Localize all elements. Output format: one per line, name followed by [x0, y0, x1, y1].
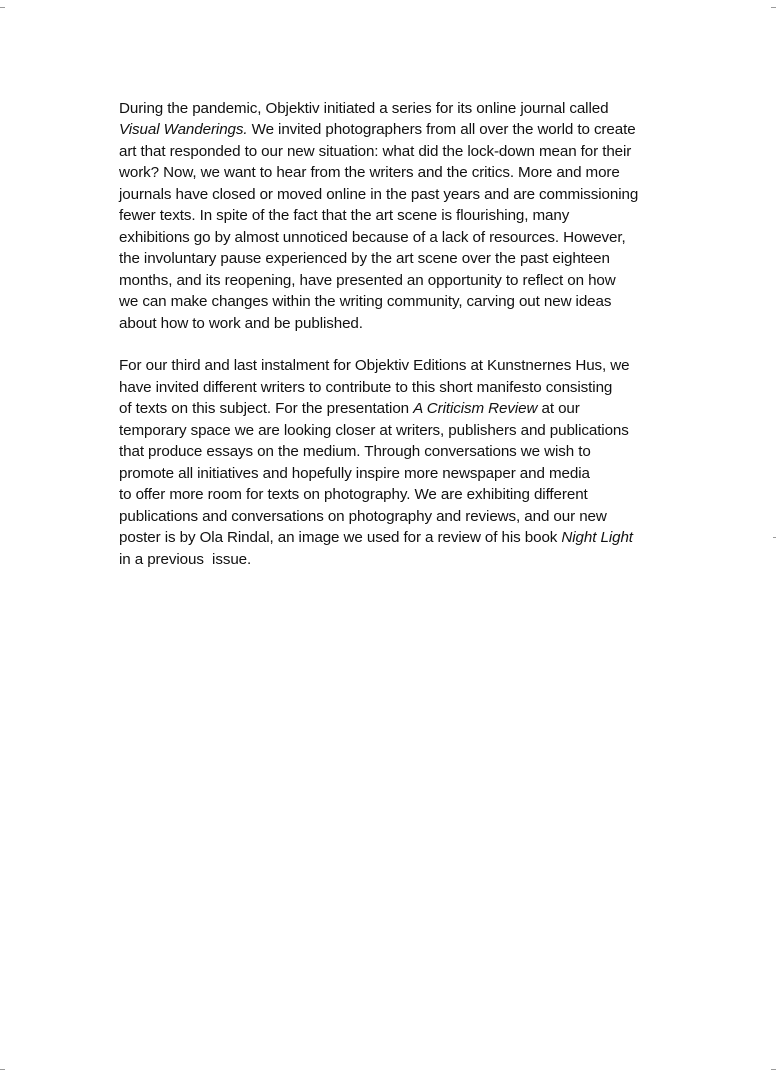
crop-mark-top-left: [0, 7, 5, 8]
paragraph-2-line: in a previous issue.: [119, 550, 252, 568]
crop-mark-bottom-left: [0, 1069, 5, 1070]
paragraph-2-line: poster is by Ola Rindal, an image we used for a review of his book Night Light: [119, 529, 633, 547]
paragraph-2-line: publications and conversations on photography and reviews, and our new: [119, 507, 607, 525]
paragraph-1-line: journals have closed or moved online in the past years and are commissioning: [119, 185, 639, 203]
paragraph-1-line: the involuntary pause experienced by the art scene over the past eighteen: [119, 250, 610, 268]
paragraph-1-line: Visual Wanderings. We invited photographers from all over the world to create: [119, 121, 636, 139]
presentation-title: A Criticism Review: [413, 400, 538, 418]
paragraph-2-line: promote all initiatives and hopefully inspire more newspaper and media: [119, 464, 590, 482]
paragraph-2-line: temporary space we are looking closer at writers, publishers and publications: [119, 421, 629, 439]
book-title: Night Light: [561, 529, 633, 547]
paragraph-1-line: art that responded to our new situation: what did the lock-down mean for their: [119, 142, 632, 160]
paragraph-2-line: that produce essays on the medium. Through conversations we wish to: [119, 443, 591, 461]
paragraph-2-line: to offer more room for texts on photography. We are exhibiting different: [119, 486, 588, 504]
paragraph-1-line: During the pandemic, Objektiv initiated a series for its online journal called: [119, 100, 609, 117]
paragraph-1-line: months, and its reopening, have presented an opportunity to reflect on how: [119, 271, 616, 289]
paragraph-2-line: of texts on this subject. For the presentation A Criticism Review at our: [119, 400, 580, 418]
paragraph-2-line: For our third and last instalment for Objektiv Editions at Kunstnernes Hus, we: [119, 357, 630, 375]
paragraph-1-line: we can make changes within the writing community, carving out new ideas: [119, 293, 612, 311]
paragraph-1-line: exhibitions go by almost unnoticed because of a lack of resources. However,: [119, 228, 626, 246]
paragraph-2-line: have invited different writers to contribute to this short manifesto consisting: [119, 378, 613, 396]
paragraph-1-line: about how to work and be published.: [119, 314, 363, 332]
paragraph-spacer: [119, 334, 659, 355]
crop-mark-bottom-right: [771, 1069, 776, 1070]
crop-mark-top-right: [771, 7, 776, 8]
paragraph-1-line: work? Now, we want to hear from the writers and the critics. More and more: [119, 164, 620, 182]
paragraph-1-line: fewer texts. In spite of the fact that the art scene is flourishing, many: [119, 207, 570, 225]
body-text: [119, 98, 659, 570]
journal-series-title: Visual Wanderings.: [119, 121, 248, 139]
